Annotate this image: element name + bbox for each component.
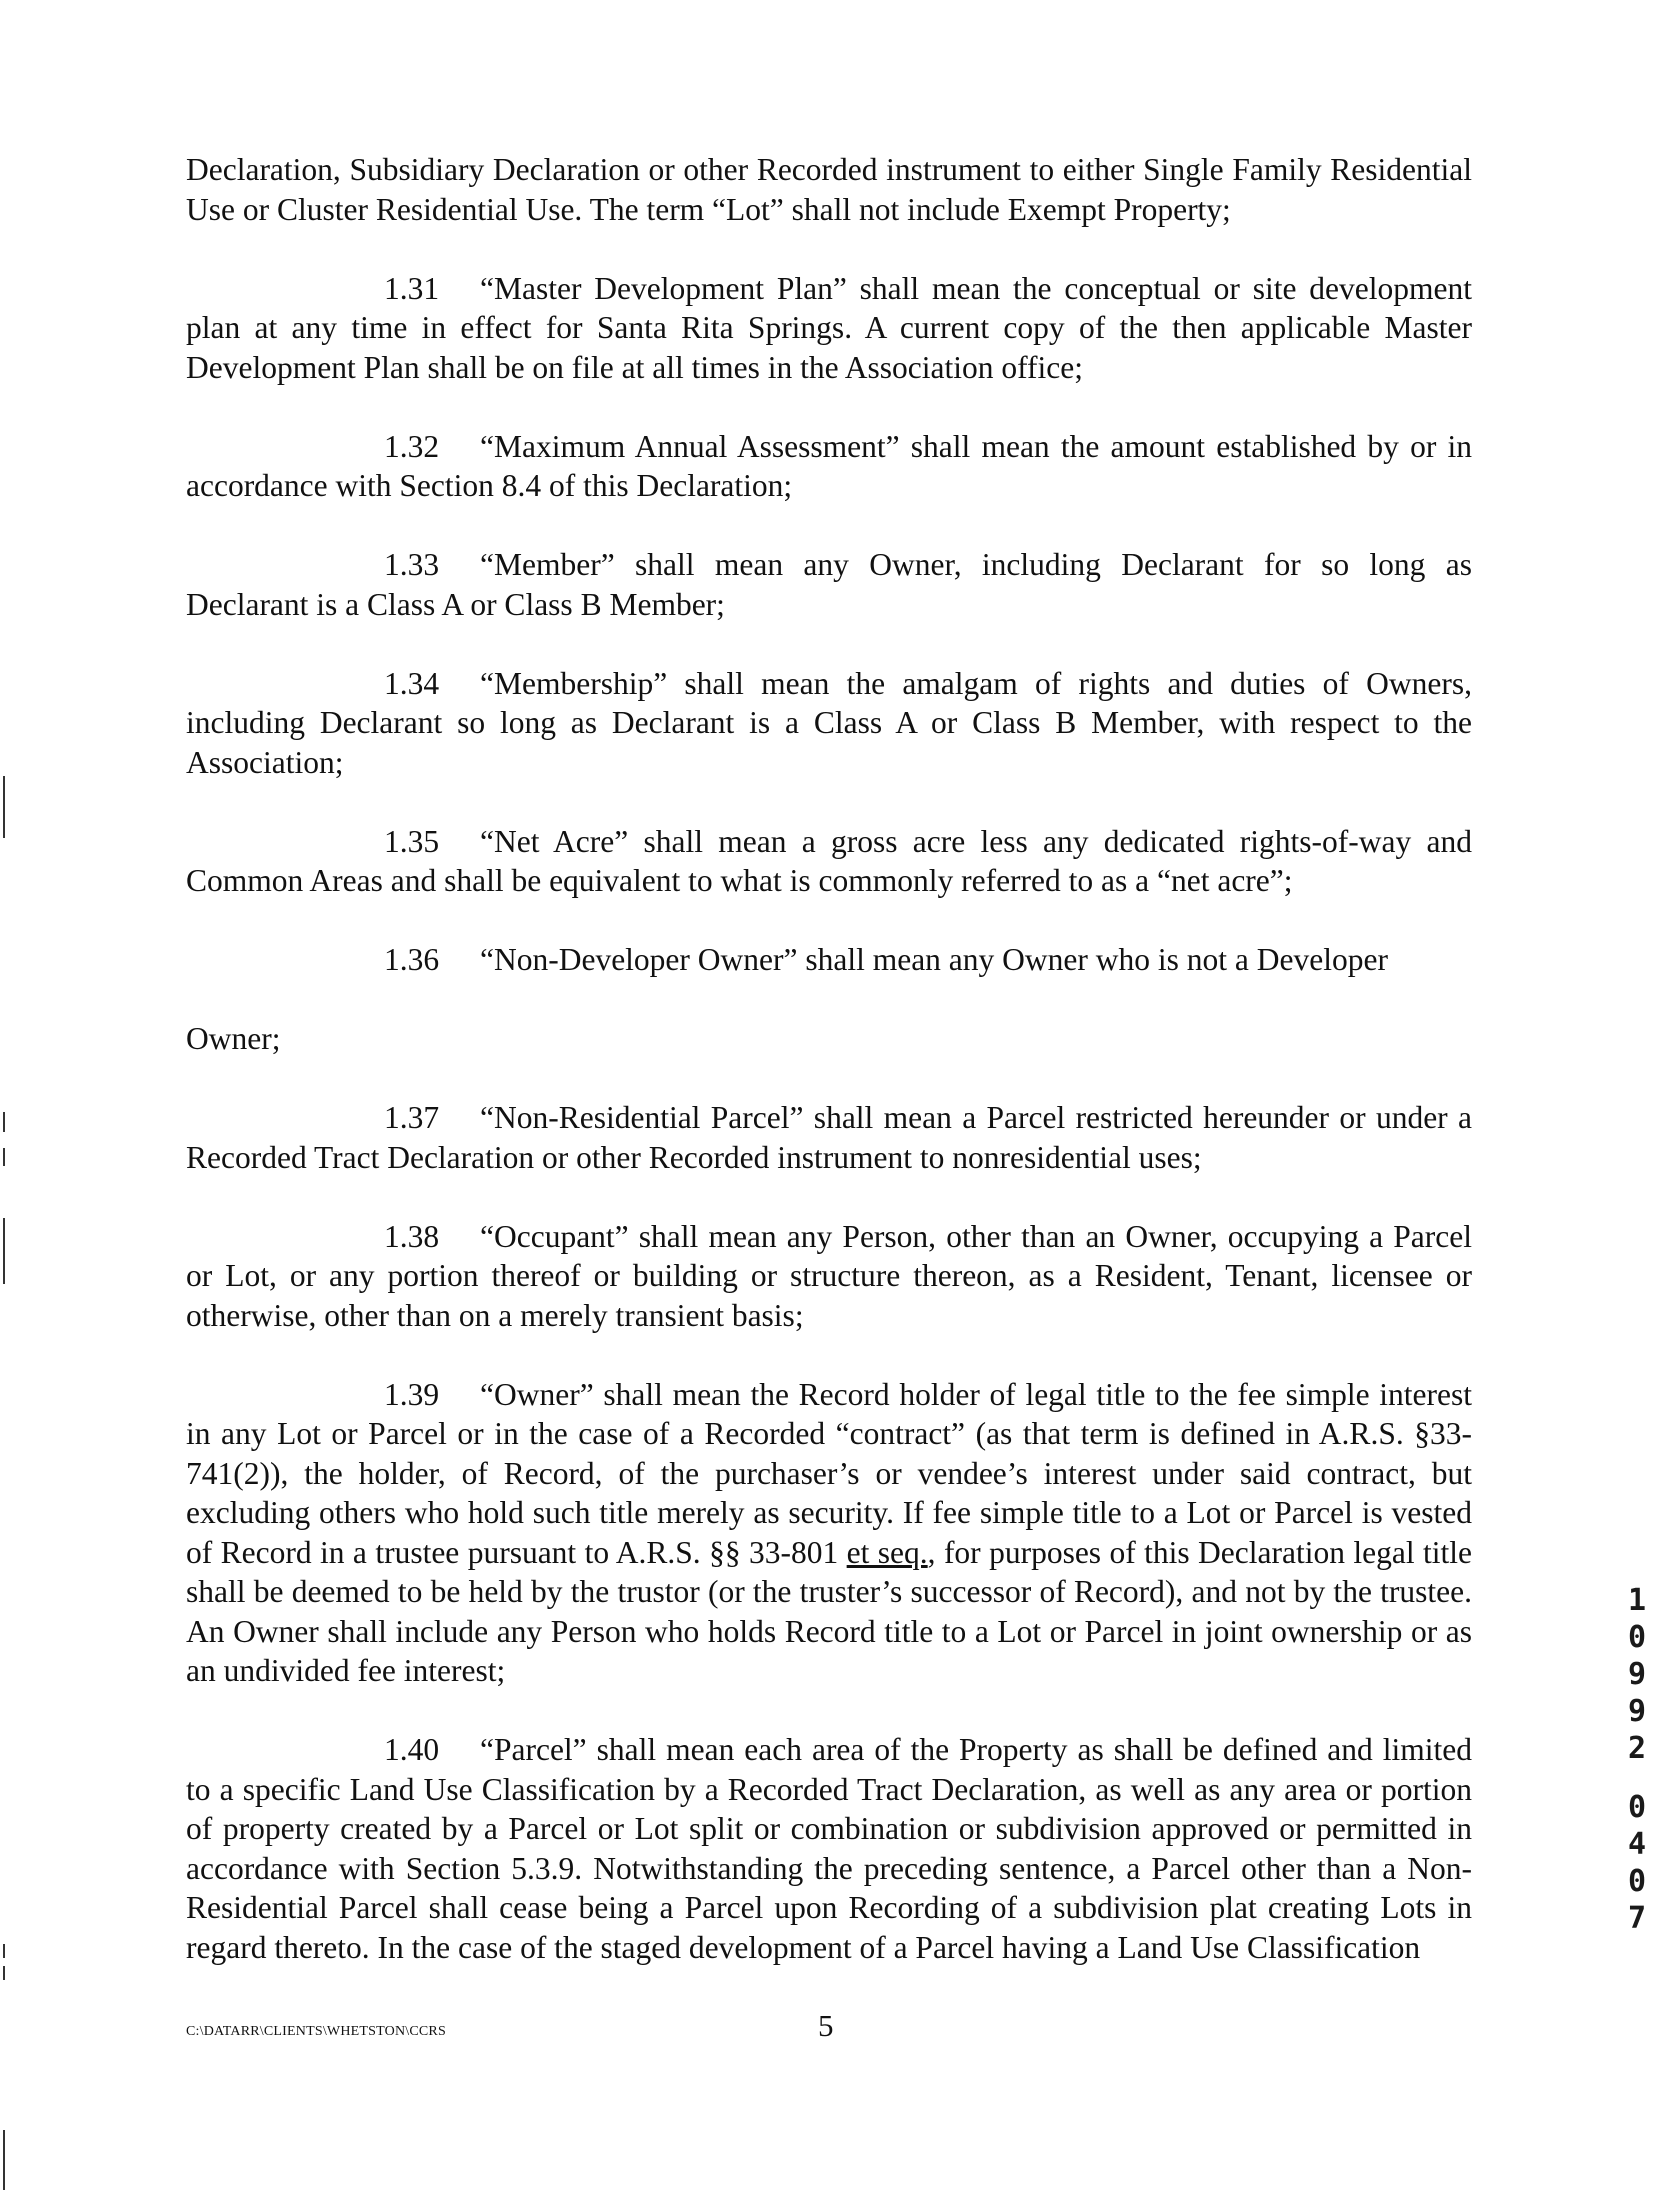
- section-number: 1.40: [384, 1732, 440, 1767]
- section-text: “Parcel” shall mean each area of the Property as shall be defined and limited to a specific Land Use Classification by a Recorded Tract Declaration, as well as any area or portion of property created by a Parcel or Lot split or combination or subdivision approved or permitted in accordance with Section 5.3.9. Notwithstanding the preceding sentence, a Parcel other than a Non-Residential Parcel shall cease being a Parcel upon Recording of a subdivision plat creating Lots in regard thereto. In the case of the staged development of a Parcel having a Land Use Classification: [186, 1732, 1472, 1965]
- section-1-33: [186, 545, 1472, 624]
- section-number: 1.34: [384, 665, 440, 701]
- stamp-digit: 0: [1627, 1864, 1647, 1899]
- section-1-34: [186, 664, 1472, 783]
- scan-artifact-mark: [3, 1944, 5, 1958]
- section-text: , for purposes of this Declaration legal title shall be deemed to be held by the trustor (or the truster’s successor of Record), and not by the trustee. An Owner shall include any Person who holds Record title to a Lot or Parcel in joint ownership or as an undivided fee interest;: [186, 1534, 1472, 1688]
- recording-stamp: [1622, 1582, 1652, 1937]
- section-text: “Non-Residential Parcel” shall mean a Parcel restricted hereunder or under a Recorded Tract Declaration or other Recorded instrument to nonresidential uses;: [186, 1100, 1472, 1175]
- stamp-digit: 2: [1627, 1731, 1647, 1766]
- stamp-digit: 0: [1627, 1790, 1647, 1825]
- section-number: 1.38: [384, 1218, 440, 1254]
- section-1-40: [186, 1730, 1472, 1967]
- section-text-continuation: Owner;: [186, 1021, 281, 1056]
- scan-artifact-mark: [3, 1112, 5, 1132]
- section-number: 1.31: [384, 270, 440, 306]
- scan-artifact-mark: [3, 776, 5, 838]
- section-1-36: [186, 940, 1472, 1059]
- stamp-digit: 9: [1627, 1694, 1647, 1729]
- scan-artifact-mark: [3, 1148, 5, 1166]
- section-1-38: [186, 1217, 1472, 1336]
- stamp-digit: 7: [1627, 1901, 1647, 1936]
- footer-file-path: C:\DATARR\CLIENTS\WHETSTON\CCRS: [186, 2024, 446, 2039]
- stamp-gap: [1622, 1767, 1652, 1789]
- section-1-31: [186, 269, 1472, 388]
- section-number: 1.39: [384, 1376, 440, 1412]
- section-text: “Non-Developer Owner” shall mean any Owner who is not a Developer: [480, 942, 1388, 977]
- stamp-digit: 4: [1627, 1827, 1647, 1862]
- page-number: 5: [818, 2008, 834, 2043]
- scan-artifact-mark: [3, 1218, 5, 1284]
- section-1-35: [186, 822, 1472, 901]
- section-text: “Member” shall mean any Owner, including Declarant for so long as Declarant is a Class A or Class B Member;: [186, 547, 1472, 622]
- section-text: “Maximum Annual Assessment” shall mean the amount established by or in accordance with Section 8.4 of this Declaration;: [186, 428, 1472, 503]
- section-text: “Membership” shall mean the amalgam of rights and duties of Owners, including Declarant so long as Declarant is a Class A or Class B Member, with respect to the Association;: [186, 665, 1472, 780]
- section-text-underlined: et seq.: [846, 1534, 928, 1570]
- section-number: 1.37: [384, 1100, 440, 1135]
- section-number: 1.36: [384, 942, 440, 977]
- section-text: “Master Development Plan” shall mean the conceptual or site development plan at any time in effect for Santa Rita Springs. A current copy of the then applicable Master Development Plan shall be on file at all times in the Association office;: [186, 270, 1472, 385]
- section-1-32: [186, 427, 1472, 506]
- section-number: 1.35: [384, 823, 440, 859]
- section-1-39: [186, 1375, 1472, 1691]
- section-number: 1.33: [384, 547, 440, 582]
- section-text: “Net Acre” shall mean a gross acre less any dedicated rights-of-way and Common Areas and shall be equivalent to what is commonly referred to as a “net acre”;: [186, 823, 1472, 898]
- section-1-37: [186, 1098, 1472, 1177]
- section-number: 1.32: [384, 428, 440, 464]
- scan-artifact-mark: [3, 2130, 5, 2190]
- document-body: [186, 150, 1472, 2007]
- stamp-digit: 0: [1627, 1620, 1647, 1655]
- section-text: “Owner” shall mean the Record holder of legal title to the fee simple interest in any Lot or Parcel or in the case of a Recorded “contract” (as that term is defined in A.R.S. §33-741(2)), the holder, of Record, of the purchaser’s or vendee’s interest under said contract, but excluding others who hold such title merely as security. If fee simple title to a Lot or Parcel is vested of Record in a trustee pursuant to A.R.S. §§ 33-801: [186, 1376, 1472, 1570]
- stamp-digit: 1: [1627, 1583, 1647, 1618]
- section-text: “Occupant” shall mean any Person, other than an Owner, occupying a Parcel or Lot, or any portion thereof or building or structure thereon, as a Resident, Tenant, licensee or otherwise, other than on a merely transient basis;: [186, 1218, 1472, 1333]
- intro-paragraph: Declaration, Subsidiary Declaration or other Recorded instrument to either Single Family Residential Use or Cluster Residential Use. The term “Lot” shall not include Exempt Property;: [186, 152, 1472, 227]
- stamp-digit: 9: [1627, 1657, 1647, 1692]
- scan-artifact-mark: [3, 1966, 5, 1980]
